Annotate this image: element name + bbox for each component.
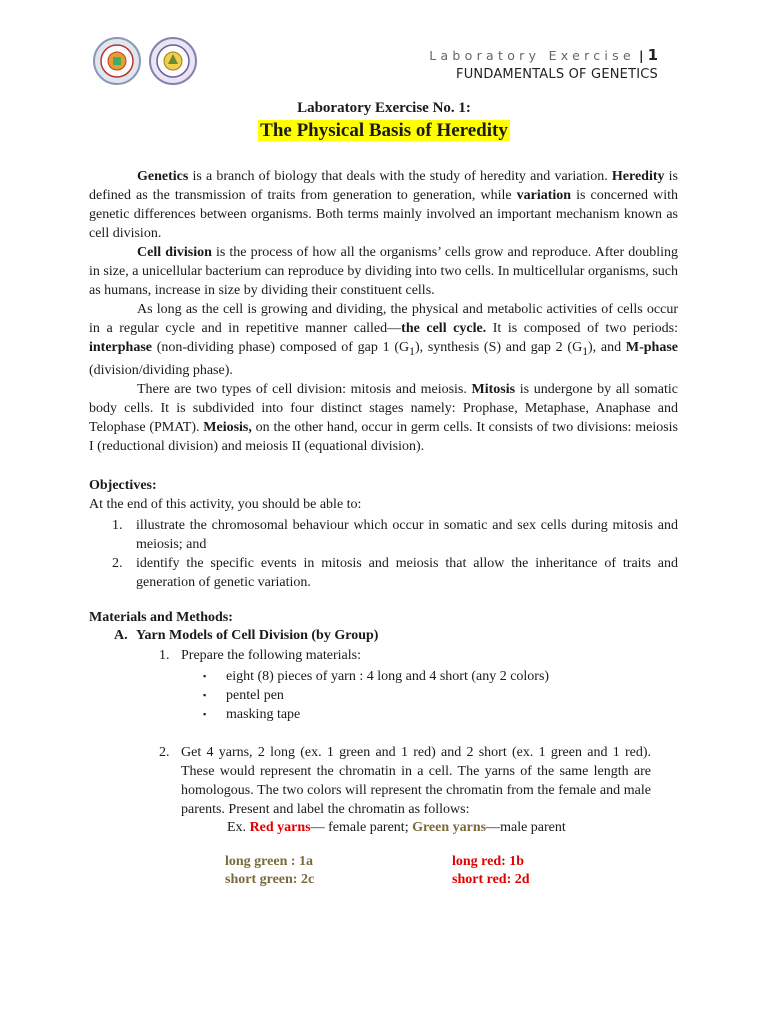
page-header [429,46,658,82]
text: on the other hand, occur in germ cells. It consists of two divisions: meiosis I (reductional division) and meiosis II (equational division). [89,419,678,454]
list-item [89,554,678,592]
page-title-wrap [0,120,768,142]
step-text: Get 4 yarns, 2 long (ex. 1 green and 1 red) and 2 short (ex. 1 green and 1 red). These would represent the chromatin in a cell. The yarns of the same length are homologous. The two colors will represent the chromatin from the female and male parents. Present and label the chromatin as follows: [181,745,651,817]
long-red-label: long red: 1b [452,854,525,869]
term-cell-cycle: the cell cycle. [401,321,487,336]
list-text: identify the specific events in mitosis and meiosis that allow the inheritance of traits and generation of genetic variation. [136,556,678,590]
text: is defined as the transmission of traits from generation to generation, while [89,169,678,203]
text: As long as the cell is growing and dividing, the physical and metabolic activities of cells occur in a regular cycle and in repetitive manner called— [89,302,678,336]
term-heredity: Heredity [611,169,665,184]
green-labels [225,853,314,889]
step-number: 1. [159,648,170,663]
text: There are two types of cell division: mitosis and meiosis. [137,381,472,397]
bullet-icon: ▪ [203,671,207,681]
header-separator: | [638,48,644,63]
page-number: 1 [647,46,658,64]
term-mitosis: Mitosis [471,381,516,397]
text: is undergone by all somatic body cells. It is subdivided into four distinct stages namely: Prophase, Metaphase, Anaphase and Telophase (PMAT). [89,381,678,435]
bullet-icon: ▪ [203,709,207,719]
header-logos [92,36,198,86]
objectives-list [89,516,678,592]
text: (division/dividing phase). [89,362,233,378]
header-line [429,46,658,64]
term-interphase: interphase [89,340,152,355]
list-item [203,686,549,705]
term-genetics: Genetics [137,169,189,184]
text: It is composed of two periods: [486,321,678,336]
step-text: Prepare the following materials: [181,648,361,663]
intro-paragraph [89,380,678,456]
objectives-heading: Objectives: [89,478,157,493]
bullet-icon: ▪ [203,690,207,700]
term-variation: variation [516,188,572,203]
term-meiosis: Meiosis, [203,419,252,435]
university-seal-icon [92,36,142,86]
text: ), synthesis (S) and gap 2 (G [414,340,583,355]
step-1 [159,648,361,664]
course-label: Laboratory Exercise [429,48,635,63]
text: is a branch of biology that deals with the study of heredity and variation. [188,169,612,184]
list-text: pentel pen [226,688,284,703]
long-green-label: long green : 1a [225,854,314,869]
text: is concerned with genetic differences between organisms. Both terms mainly involved an important mechanism known as cell division. [89,188,678,241]
objectives-intro: At the end of this activity, you should be able to: [89,497,362,512]
intro-body [89,167,678,456]
text: ), and [588,340,626,355]
list-text: masking tape [226,707,301,722]
college-seal-icon [148,36,198,86]
list-item [203,667,549,686]
section-title: Yarn Models of Cell Division (by Group) [136,628,379,643]
materials-heading: Materials and Methods: [89,610,233,625]
short-red-label: short red: 2d [452,872,530,887]
term-m-phase: M-phase [625,340,678,355]
section-a-heading [114,628,378,644]
page-title: The Physical Basis of Heredity [260,120,508,141]
term-cell-division: Cell division [137,245,212,260]
list-number: 1. [112,518,123,533]
section-letter: A. [114,628,128,643]
list-text: illustrate the chromosomal behaviour which occur in somatic and sex cells during mitosis and meiosis; and [136,518,678,552]
list-text: eight (8) pieces of yarn : 4 long and 4 short (any 2 colors) [226,669,550,684]
red-labels [452,853,530,889]
list-number: 2. [112,556,123,571]
short-green-label: short green: 2c [225,872,315,887]
subscript: 1 [409,344,415,358]
green-yarns-desc: —male parent [486,820,566,835]
intro-paragraph [89,167,678,243]
example-line [227,820,566,836]
example-prefix: Ex. [227,820,250,835]
step-number: 2. [159,745,170,760]
red-yarns-label: Red yarns [249,820,311,835]
course-title: FUNDAMENTALS OF GENETICS [456,67,658,82]
subscript: 1 [582,344,589,358]
list-item [203,705,549,724]
step-2 [159,743,651,819]
intro-paragraph [89,300,678,380]
text: is the process of how all the organisms’ cells grow and reproduce. After doubling in size, a unicellular bacterium can reproduce by dividing into two cells. In multicellular organisms, such as humans, increase in size by dividing their constituent cells. [89,245,679,298]
green-yarns-label: Green yarns [412,820,487,835]
list-item [89,516,678,554]
intro-paragraph [89,243,678,300]
materials-list [203,667,549,724]
red-yarns-desc: — female parent; [310,820,413,835]
lab-number: Laboratory Exercise No. 1: [297,100,471,116]
text: (non-dividing phase) composed of gap 1 (G [152,340,410,355]
